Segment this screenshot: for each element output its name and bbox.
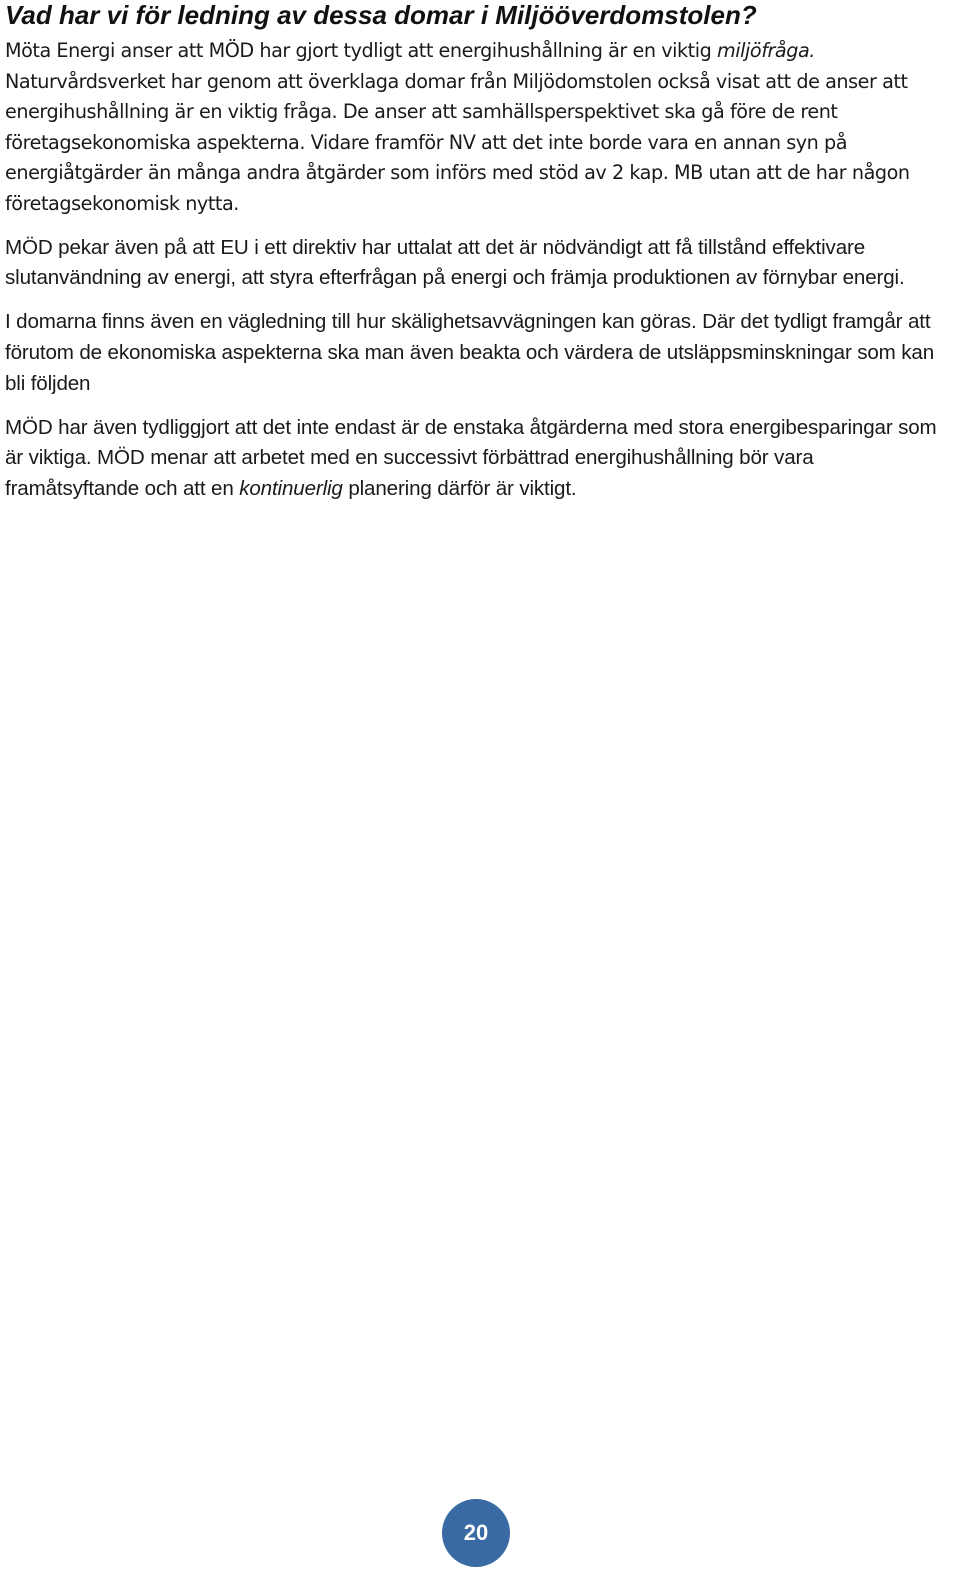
page-number-badge: 20 (442, 1499, 510, 1567)
document-body (5, 36, 953, 518)
paragraph-2: MÖD pekar även på att EU i ett direktiv har uttalat att det är nödvändigt att få tillstånd effektivare slutanvändning av energi, att styra efterfrågan på energi och främja produktionen av förnybar energi. (5, 235, 905, 290)
paragraph-4-text-start: MÖD har även tydliggjort att det inte endast är de enstaka åtgärderna med stora energibesparingar som är viktiga. MÖD menar att arbetet med en successivt förbättrad energihushållning bör vara framåtsyftande och att en (5, 415, 937, 501)
page-title: Vad har vi för ledning av dessa domar i Miljööverdomstolen? (5, 0, 757, 30)
paragraph-1-text-end: Naturvårdsverket har genom att överklaga domar från Miljödomstolen också visat att de anser att energihushållning är en viktig fråga. De anser att samhällsperspektivet ska gå före de rent företagsekonomiska aspekterna. Vidare framför NV att det inte borde vara en annan syn på energiåtgärder än många andra åtgärder som införs med stöd av 2 kap. MB utan att de har någon företagsekonomisk nytta. (5, 69, 910, 215)
paragraph-1-text-start: Möta Energi anser att MÖD har gjort tydligt att energihushållning är en viktig (5, 39, 718, 62)
paragraph-1-emphasis: miljöfråga. (717, 39, 815, 62)
paragraph-4-text-end: planering därför är viktigt. (342, 477, 577, 501)
paragraph-4-emphasis: kontinuerlig (239, 477, 343, 501)
paragraph-1 (5, 36, 953, 220)
paragraph-4 (5, 413, 953, 505)
paragraph-3: I domarna finns även en vägledning till hur skälighetsavvägningen kan göras. Där det tydligt framgår att förutom de ekonomiska aspekterna ska man även beakta och värdera de utsläppsminskningar som kan bli följden (5, 310, 935, 395)
